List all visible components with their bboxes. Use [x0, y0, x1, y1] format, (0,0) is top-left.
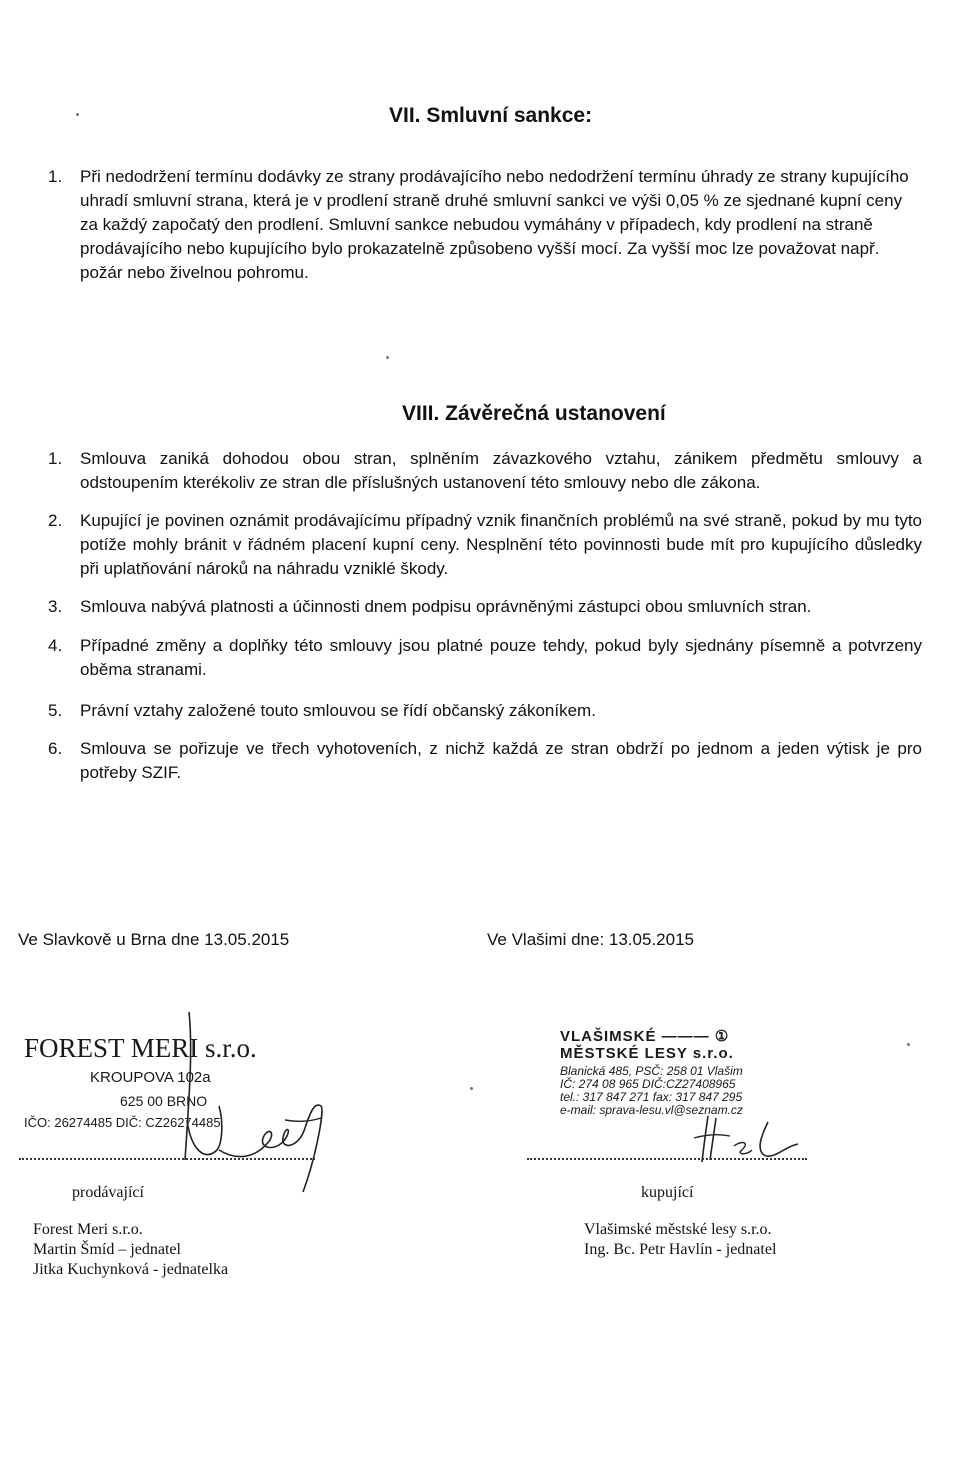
seller-stamp-street: KROUPOVA 102a	[90, 1069, 211, 1086]
seller-company-name: Forest Meri s.r.o.	[33, 1221, 143, 1238]
buyer-place-date: Ve Vlašimi dne: 13.05.2015	[487, 930, 694, 949]
paragraph-number: 6.	[48, 739, 63, 758]
zaverecna-paragraph-4	[48, 634, 922, 682]
seller-representative-1: Martin Šmíd – jednatel	[33, 1241, 181, 1258]
sankce-paragraph-1	[48, 165, 924, 285]
buyer-stamp-email: e-mail: sprava-lesu.vl@seznam.cz	[560, 1103, 743, 1117]
paragraph-text: Při nedodržení termínu dodávky ze strany prodávajícího nebo nedodržení termínu úhrady ze strany kupujícího uhradí smluvní strana, která je v prodlení straně druhé smluvní sankci ve výši 0,05 % ze sjednané kupní ceny za každý započatý den prodlení. Smluvní sankce nebudou vymáhány v případech, kdy prodlení na straně prodávajícího nebo kupujícího bylo prokazatelně způsobeno vyšší mocí. Za vyšší moc lze považovat např. požár nebo živelnou pohromu.	[80, 167, 909, 282]
paragraph-text: Smlouva zaniká dohodou obou stran, splněním závazkového vztahu, zánikem předmětu smlouvy a odstoupením kterékoliv ze stran dle příslušných ustanovení této smlouvy nebo dle zákona.	[80, 449, 922, 492]
zaverecna-paragraph-1	[48, 447, 922, 495]
zaverecna-paragraph-3	[48, 595, 922, 619]
section-title-sankce: VII. Smluvní sankce:	[389, 104, 593, 127]
scan-speck	[470, 1087, 473, 1090]
buyer-company-name: Vlašimské městské lesy s.r.o.	[584, 1221, 772, 1238]
seller-signature-line	[19, 1158, 315, 1160]
scan-speck	[76, 113, 79, 116]
paragraph-text: Kupující je povinen oznámit prodávajícímu případný vznik finančních problémů na své straně, pokud by mu tyto potíže mohly bránit v řádném placení kupní ceny. Nesplnění této povinnosti bude mít pro kupujícího důsledky při uplatňování nároků na náhradu vzniklé škody.	[80, 511, 922, 578]
buyer-stamp-phone: tel.: 317 847 271 fax: 317 847 295	[560, 1090, 743, 1104]
buyer-names	[584, 1220, 776, 1260]
buyer-stamp-ids: IČ: 274 08 965 DIČ:CZ27408965	[560, 1077, 736, 1091]
zaverecna-paragraph-2	[48, 509, 922, 581]
seller-place-date: Ve Slavkově u Brna dne 13.05.2015	[18, 930, 290, 949]
seller-stamp-company: FOREST MERI s.r.o.	[24, 1033, 257, 1063]
paragraph-text: Smlouva nabývá platnosti a účinnosti dnem podpisu oprávněnými zástupci obou smluvních stran.	[80, 597, 812, 616]
buyer-stamp-line-2: MĚSTSKÉ LESY s.r.o.	[560, 1045, 734, 1062]
scan-speck	[386, 356, 389, 359]
buyer-role: kupující	[641, 1184, 694, 1201]
paragraph-number: 5.	[48, 701, 63, 720]
seller-role: prodávající	[72, 1184, 144, 1201]
paragraph-text: Smlouva se pořizuje ve třech vyhotoveních, z nichž každá ze stran obdrží po jednom a jeden výtisk je pro potřeby SZIF.	[80, 739, 922, 782]
paragraph-text: Případné změny a doplňky této smlouvy jsou platné pouze tehdy, pokud byly sjednány písemně a potvrzeny oběma stranami.	[80, 636, 922, 679]
seller-stamp-ids: IČO: 26274485 DIČ: CZ26274485	[24, 1115, 221, 1130]
buyer-representative: Ing. Bc. Petr Havlín - jednatel	[584, 1241, 777, 1258]
zaverecna-paragraph-5	[48, 699, 922, 723]
paragraph-text: Právní vztahy založené touto smlouvou se řídí občanský zákoníkem.	[80, 701, 596, 720]
paragraph-number: 3.	[48, 597, 63, 616]
seller-names	[33, 1220, 228, 1280]
seller-signature	[175, 1010, 335, 1195]
buyer-stamp-line-1: VLAŠIMSKÉ ——— ①	[560, 1028, 730, 1045]
buyer-signature-line	[527, 1158, 807, 1160]
seller-stamp-city: 625 00 BRNO	[120, 1093, 208, 1109]
paragraph-number: 1.	[48, 449, 63, 468]
paragraph-number: 1.	[48, 167, 63, 186]
paragraph-number: 4.	[48, 636, 63, 655]
buyer-stamp-address: Blanická 485, PSČ: 258 01 Vlašim	[560, 1064, 743, 1078]
zaverecna-paragraph-6	[48, 737, 922, 785]
section-title-zaverecna: VIII. Závěrečná ustanovení	[402, 402, 666, 425]
scan-speck	[907, 1043, 910, 1046]
seller-representative-2: Jitka Kuchynková - jednatelka	[33, 1261, 229, 1278]
paragraph-number: 2.	[48, 511, 63, 530]
